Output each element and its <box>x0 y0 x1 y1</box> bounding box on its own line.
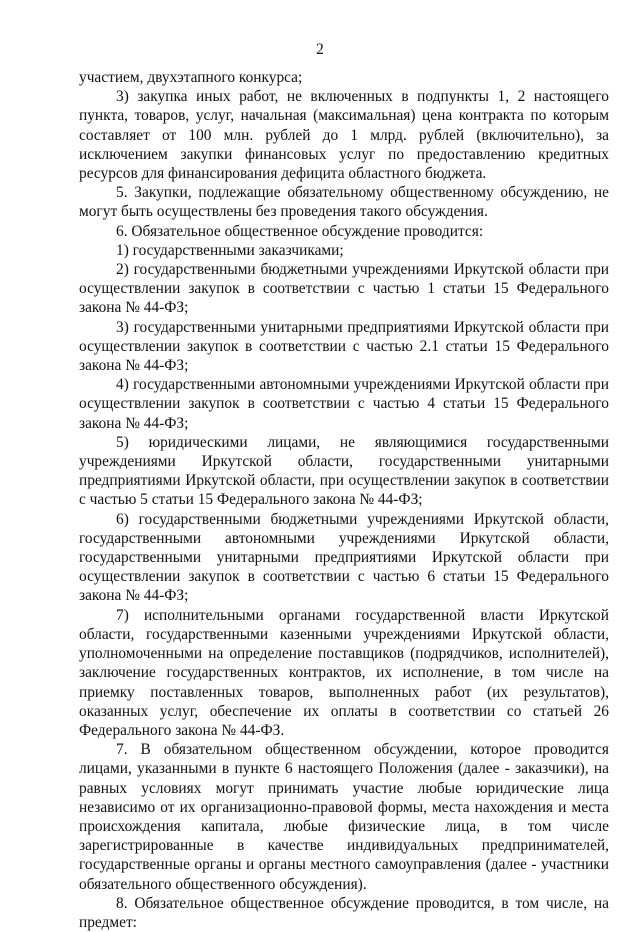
paragraph: 5) юридическими лицами, не являющимися государственными учреждениями Иркутской области, государственными унитарными предприятиями Иркутской области, при осуществлении закупок в соответствии с частью 5 статьи 15 Федерального закона № 44-ФЗ; <box>79 433 609 509</box>
paragraph: 6. Обязательное общественное обсуждение проводится: <box>116 222 484 240</box>
paragraph: 1) государственными заказчиками; <box>116 241 344 259</box>
paragraph: участием, двухэтапного конкурса; <box>79 69 303 86</box>
paragraph: 4) государственными автономными учреждениями Иркутской области при осуществлении закупок в соответствии с частью 4 статьи 15 Федерального закона № 44-ФЗ; <box>79 376 609 432</box>
paragraph: 7) исполнительными органами государственной власти Иркутской области, государственными казенными учреждениями Иркутской области, уполномоченными на определение поставщиков (подрядчиков, исполнителей), заключение государственных контрактов, их исполнение, в том числе на приемку поставленных товаров, выполненных работ (их результатов), оказанных услуг, обеспечение их оплаты в соответствии со статьей 26 Федерального закона № 44-ФЗ. <box>79 606 609 739</box>
paragraph: 3) закупка иных работ, не включенных в подпункты 1, 2 настоящего пункта, товаров, услуг, начальная (максимальная) цена контракта по которым составляет от 100 млн. рублей до 1 млрд. рублей (включительно), за исключением закупки финансовых услуг по предоставлению кредитных ресурсов для финансирования дефицита областного бюджета. <box>79 88 609 183</box>
page-number: 2 <box>316 41 324 58</box>
paragraph: 7. В обязательном общественном обсуждении, которое проводится лицами, указанными в пункте 6 настоящего Положения (далее - заказчики), на равных условиях могут принимать участие любые юридические лица независимо от их организационно-правовой формы, места нахождения и места происхождения капитала, любые физические лица, в том числе зарегистрированные в качестве индивидуальных предпринимателей, государственные органы и органы местного самоуправления (далее - участники обязательного общественного обсуждения). <box>79 741 609 893</box>
paragraph: 8. Обязательное общественное обсуждение проводится, в том числе, на предмет: <box>79 894 609 931</box>
paragraph: 5. Закупки, подлежащие обязательному общественному обсуждению, не могут быть осуществлены без проведения такого обсуждения. <box>79 184 609 221</box>
document-body <box>79 68 609 932</box>
paragraph: 6) государственными бюджетными учреждениями Иркутской области, государственными автономными учреждениями Иркутской области, государственными унитарными предприятиями Иркутской области при осуществлении закупок в соответствии с частью 6 статьи 15 Федерального закона № 44-ФЗ; <box>79 510 609 605</box>
paragraph: 3) государственными унитарными предприятиями Иркутской области при осуществлении закупок в соответствии с частью 2.1 статьи 15 Федерального закона № 44-ФЗ; <box>79 318 609 375</box>
paragraph: 2) государственными бюджетными учреждениями Иркутской области при осуществлении закупок в соответствии с частью 1 статьи 15 Федерального закона № 44-ФЗ; <box>79 261 609 317</box>
